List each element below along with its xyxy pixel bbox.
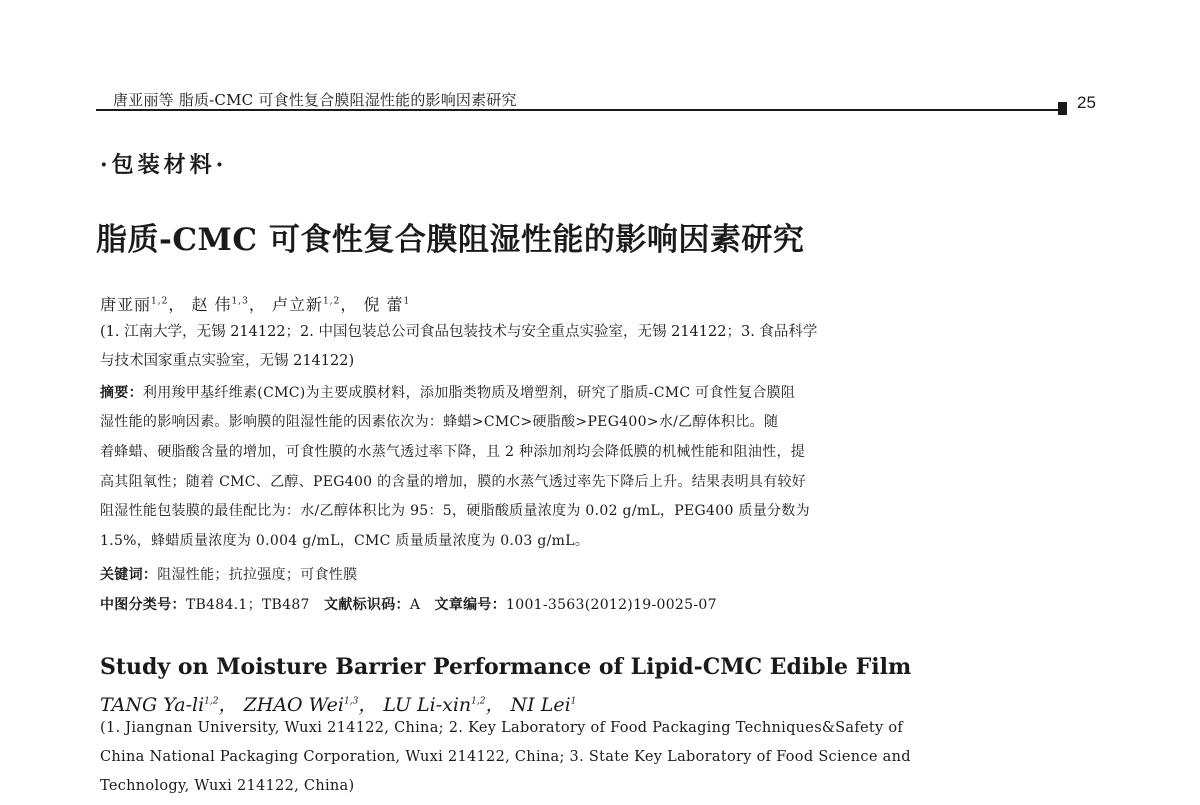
author-separator: ， [218,694,238,716]
page-number: 25 [1077,93,1096,112]
abstract-line: 着蜂蜡、硬脂酸含量的增加，可食性膜的水蒸气透过率下降，且 2 种添加剂均会降低膜的机械性能和阻油性，提 [100,444,806,460]
author-name: LU Li-xin [383,694,472,716]
abstract-line [100,382,795,402]
keywords-label: 关键词： [100,567,158,583]
author-affiliation-mark: 1,2 [323,296,341,307]
english-authors [100,690,576,717]
running-header: 唐亚丽等 脂质-CMC 可食性复合膜阻湿性能的影响因素研究 [113,91,517,109]
author-name: 赵 伟 [191,295,232,314]
english-affiliation-line: Technology, Wuxi 214122, China) [100,778,355,794]
abstract-line: 阻湿性能包装膜的最佳配比为：水/乙醇体积比为 95：5，硬脂酸质量浓度为 0.02 g/mL，PEG400 质量分数为 [100,503,810,519]
author-name: ZHAO Wei [243,694,344,716]
doccode-value: A [409,597,421,613]
english-affiliation-line: (1. Jiangnan University, Wuxi 214122, China; 2. Key Laboratory of Food Packaging Techniques&Safety of [100,720,904,736]
header-rule-end-mark [1058,102,1067,115]
section-label: ·包装材料· [100,152,228,178]
header-rule [96,109,1066,111]
author-affiliation-mark: 1 [403,296,411,307]
keywords-text: 阻湿性能；抗拉强度；可食性膜 [157,567,358,583]
english-title: Study on Moisture Barrier Performance of Lipid-CMC Edible Film [100,654,912,680]
chinese-affiliation-line: (1. 江南大学，无锡 214122；2. 中国包装总公司食品包装技术与安全重点实验室，无锡 214122；3. 食品科学 [100,324,818,340]
clc-value: TB484.1；TB487 [185,597,310,613]
abstract-line: 1.5%，蜂蜡质量浓度为 0.004 g/mL，CMC 质量质量浓度为 0.03 g/mL。 [100,533,590,549]
abstract-label: 摘要： [100,385,143,401]
author-affiliation-mark: 1 [570,696,577,707]
chinese-authors [100,292,410,315]
chinese-affiliation-line: 与技术国家重点实验室，无锡 214122) [100,353,355,369]
author-name: 唐亚丽 [100,295,152,314]
author-affiliation-mark: 1,2 [204,696,219,707]
article-number-label: 文章编号： [434,597,507,613]
author-separator: ， [248,295,266,314]
abstract-line: 湿性能的影响因素。影响膜的阻湿性能的因素依次为：蜂蜡>CMC>硬脂酸>PEG400>水/乙醇体积比。随 [100,414,779,430]
author-affiliation-mark: 1,2 [471,696,486,707]
classification-line [100,594,717,614]
author-affiliation-mark: 1,3 [343,696,359,707]
author-separator: ， [485,694,505,716]
author-affiliation-mark: 1,2 [151,296,169,307]
keywords-line [100,564,357,584]
author-name: NI Lei [510,694,571,716]
article-number-value: 1001-3563(2012)19-0025-07 [506,597,717,613]
author-name: 倪 蕾 [363,295,404,314]
clc-label: 中图分类号： [100,597,186,613]
author-separator: ， [358,694,378,716]
author-name: TANG Ya-li [100,694,205,716]
author-separator: ， [168,295,186,314]
abstract-text: 利用羧甲基纤维素(CMC)为主要成膜材料，添加脂类物质及增塑剂，研究了脂质-CMC 可食性复合膜阻 [142,385,796,401]
author-affiliation-mark: 1,3 [231,296,249,307]
doccode-label: 文献标识码： [324,597,410,613]
chinese-title: 脂质-CMC 可食性复合膜阻湿性能的影响因素研究 [96,222,805,258]
author-separator: ， [340,295,358,314]
english-affiliation-line: China National Packaging Corporation, Wuxi 214122, China; 3. State Key Laboratory of Food Science and [100,749,911,765]
author-name: 卢立新 [271,295,323,314]
abstract-line: 高其阻氧性；随着 CMC、乙醇、PEG400 的含量的增加，膜的水蒸气透过率先下降后上升。结果表明具有较好 [100,474,807,490]
